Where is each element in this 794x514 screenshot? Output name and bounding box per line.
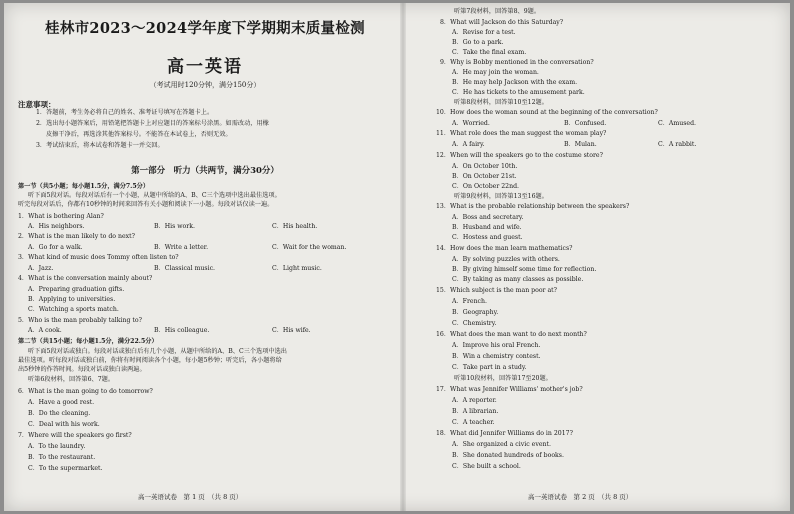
option: C．She built a school.: [452, 463, 521, 470]
exam-title: 桂林市2023～2024学年度下学期期末质量检测: [45, 20, 365, 37]
question: 11．What role does the man suggest the woman play?: [436, 130, 607, 137]
option: A．Improve his oral French.: [452, 342, 541, 349]
question: 4．What is the conversation mainly about?: [18, 275, 153, 282]
question: 6．What is the man going to do tomorrow?: [18, 388, 153, 395]
question: 7．Where will the speakers go first?: [18, 432, 132, 439]
option: B．On October 21st.: [452, 173, 517, 180]
option: C．Light music.: [272, 265, 322, 272]
section-intro: 最佳选项。听每段对话或独白前，你将有时间阅读各个小题，每小题5秒钟；听完后，各小题将给: [18, 357, 282, 364]
option: C．Amused.: [658, 120, 697, 127]
note-line: 3．考试结束后，将本试卷和答题卡一并交回。: [36, 142, 164, 149]
section-intro: 出5秒钟的作答时间。每段对话或独白读两遍。: [18, 366, 146, 373]
option: B．A librarian.: [452, 408, 499, 415]
question: 8．What will Jackson do this Saturday?: [440, 19, 564, 26]
option: B．His colleague.: [154, 327, 210, 334]
option: A．By solving puzzles with others.: [452, 256, 560, 263]
option: B．Husband and wife.: [452, 224, 522, 231]
option: B．Confused.: [564, 120, 607, 127]
page-footer: 高一英语试卷 第 1 页 （共 8 页）: [138, 493, 243, 501]
option: B．To the restaurant.: [28, 454, 96, 461]
segment-note: 听第7段材料，回答第8、9题。: [454, 8, 541, 15]
option: C．He has tickets to the amusement park.: [452, 89, 585, 96]
option: A．He may join the woman.: [452, 69, 539, 76]
page-fold: [400, 3, 406, 511]
segment-note: 听第6段材料，回答第6、7题。: [28, 376, 115, 383]
note-line: 1．答题前，考生务必将自己的姓名、准考证号填写在答题卡上。: [36, 109, 214, 116]
option: A．A reporter.: [452, 397, 497, 404]
question: 12．When will the speakers go to the costume store?: [436, 152, 603, 159]
option: B．Go to a park.: [452, 39, 504, 46]
option: A．His neighbors.: [28, 223, 85, 230]
segment-note: 听第8段材料，回答第10至12题。: [454, 99, 548, 106]
option: B．Write a letter.: [154, 244, 209, 251]
option: B．His work.: [154, 223, 195, 230]
page-2: [418, 3, 780, 511]
option: C．A rabbit.: [658, 141, 697, 148]
option: B．Do the cleaning.: [28, 410, 91, 417]
note-line: 皮擦干净后，再选涂其他答案标号。不能答在本试卷上，否则无效。: [46, 131, 232, 138]
option: A．Worried.: [452, 120, 490, 127]
option: A．A cook.: [28, 327, 62, 334]
exam-info: （考试用时120分钟，满分150分）: [149, 81, 261, 89]
option: A．Have a good rest.: [28, 399, 95, 406]
option: B．Geography.: [452, 309, 499, 316]
option: A．To the laundry.: [28, 443, 86, 450]
question: 14．How does the man learn mathematics?: [436, 245, 573, 252]
part-heading: 第一部分 听力（共两节，满分30分）: [131, 166, 279, 176]
segment-note: 听第10段材料，回答第17至20题。: [454, 375, 552, 382]
option: C．On October 22nd.: [452, 183, 520, 190]
option: B．He may help Jackson with the exam.: [452, 79, 578, 86]
question: 10．How does the woman sound at the beginning of the conversation?: [436, 109, 658, 116]
section-heading: 第一节（共5小题；每小题1.5分，满分7.5分）: [18, 183, 150, 190]
option: A．Jazz.: [28, 265, 54, 272]
section-intro: 听下面5段对话或独白。每段对话或独白后有几个小题，从题中所给的A、B、C三个选项中选出: [28, 348, 287, 355]
question: 16．What does the man want to do next month?: [436, 331, 587, 338]
question: 18．What did Jennifer Williams do in 2017?: [436, 430, 573, 437]
section-intro: 听下面5段对话。每段对话后有一个小题，从题中所给的A、B、C三个选项中选出最佳选项。: [28, 192, 281, 199]
option: A．Go for a walk.: [28, 244, 83, 251]
option: C．By taking as many classes as possible.: [452, 276, 584, 283]
option: A．On October 10th.: [452, 163, 518, 170]
option: A．Revise for a test.: [452, 29, 516, 36]
option: A．French.: [452, 298, 487, 305]
option: C．His wife.: [272, 327, 311, 334]
option: A．Boss and secretary.: [452, 214, 524, 221]
option: B．Mulan.: [564, 141, 597, 148]
page-1: [18, 3, 392, 511]
question: 13．What is the probable relationship between the speakers?: [436, 203, 630, 210]
option: B．She donated hundreds of books.: [452, 452, 564, 459]
question: 2．What is the man likely to do next?: [18, 233, 135, 240]
option: B．By giving himself some time for reflection.: [452, 266, 597, 273]
question: 17．What was Jennifer Williams' mother's job?: [436, 386, 583, 393]
question: 9．Why is Bobby mentioned in the conversation?: [440, 59, 594, 66]
page-footer: 高一英语试卷 第 2 页 （共 8 页）: [528, 493, 633, 501]
option: A．A fairy.: [452, 141, 485, 148]
segment-note: 听第9段材料，回答第13至16题。: [454, 193, 548, 200]
section-heading: 第二节（共15小题；每小题1.5分，满分22.5分）: [18, 338, 158, 345]
notes-heading: 注意事项：: [18, 100, 56, 109]
option: B．Classical music.: [154, 265, 216, 272]
question: 15．Which subject is the man poor at?: [436, 287, 557, 294]
option: C．Watching a sports match.: [28, 306, 119, 313]
option: C．Chemistry.: [452, 320, 497, 327]
exam-subject: 高一英语: [167, 57, 243, 77]
option: C．Take the final exam.: [452, 49, 527, 56]
option: C．Deal with his work.: [28, 421, 100, 428]
option: C．To the supermarket.: [28, 465, 103, 472]
question: 3．What kind of music does Tommy often listen to?: [18, 254, 179, 261]
option: B．Applying to universities.: [28, 296, 116, 303]
question: 5．Who is the man probably talking to?: [18, 317, 142, 324]
option: A．She organized a civic event.: [452, 441, 551, 448]
option: C．Take part in a study.: [452, 364, 527, 371]
option: C．Hostess and guest.: [452, 234, 523, 241]
exam-sheet: [4, 3, 790, 511]
note-line: 2．选出每小题答案后，用铅笔把答题卡上对应题目的答案标号涂黑。如需改动，用橡: [36, 120, 269, 127]
option: A．Preparing graduation gifts.: [28, 286, 125, 293]
section-intro: 听完每段对话后，你都有10秒钟的时间来回答有关小题和阅读下一小题。每段对话仅读一遍。: [18, 201, 274, 208]
option: C．Wait for the woman.: [272, 244, 347, 251]
option: B．Win a chemistry contest.: [452, 353, 541, 360]
question: 1．What is bothering Alan?: [18, 213, 104, 220]
option: C．His health.: [272, 223, 318, 230]
option: C．A teacher.: [452, 419, 495, 426]
